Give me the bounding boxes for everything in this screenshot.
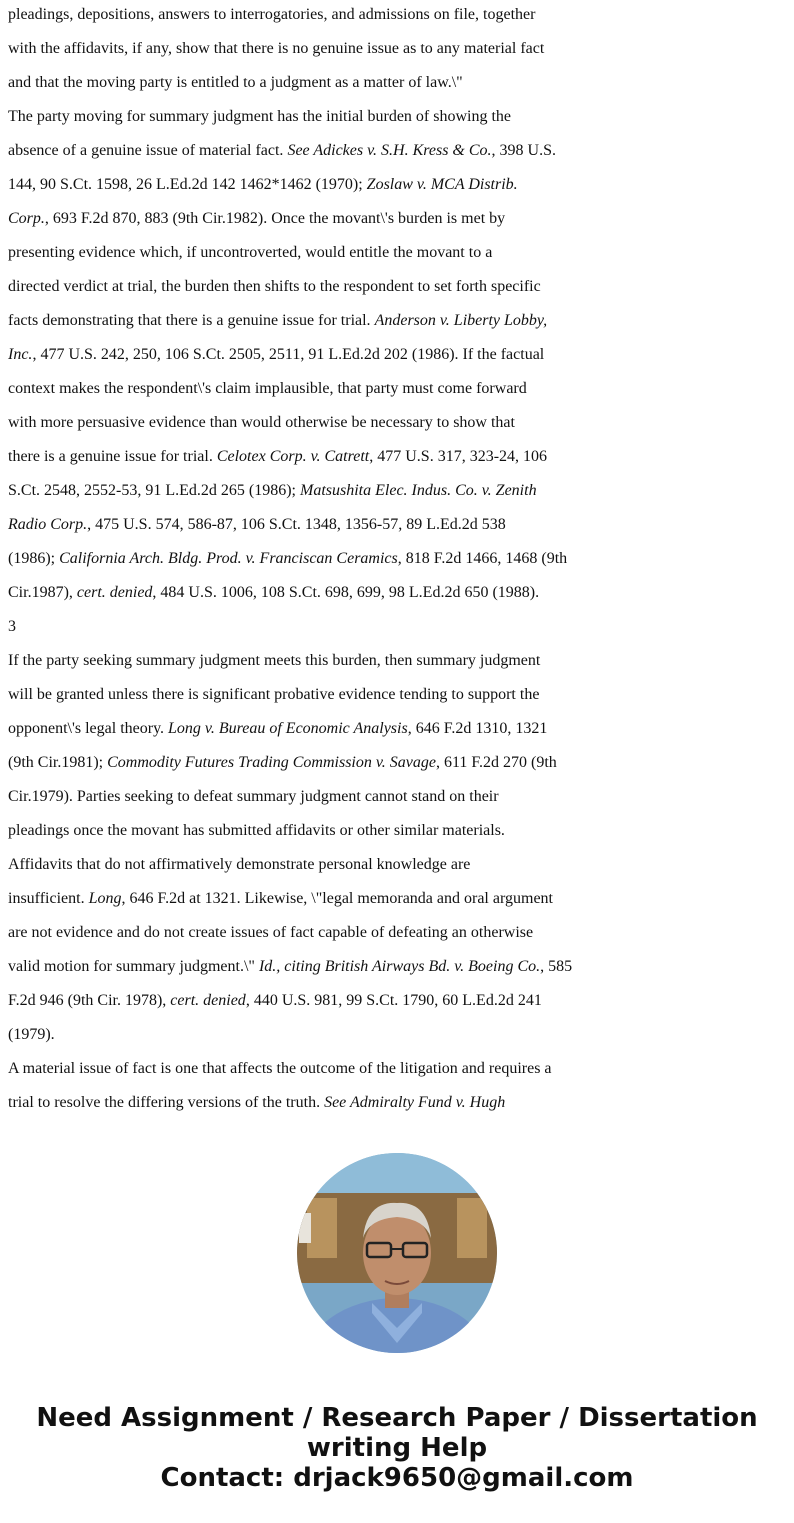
text-segment: pleadings, depositions, answers to interrogatories, and admissions on file, together [8, 6, 536, 23]
text-segment: with the affidavits, if any, show that there is no genuine issue as to any material fact [8, 40, 545, 57]
promo-line-1: Need Assignment / Research Paper / Dissertation [36, 1403, 758, 1433]
text-segment: (1979). [8, 1026, 55, 1043]
text-segment: , 477 U.S. 242, 250, 106 S.Ct. 2505, 2511, 91 L.Ed.2d 202 (1986). If the factual [32, 346, 545, 363]
case-citation: California Arch. Bldg. Prod. v. Franciscan Ceramics [59, 550, 398, 567]
text-line [8, 374, 788, 408]
text-segment: , 475 U.S. 574, 586-87, 106 S.Ct. 1348, 1356-57, 89 L.Ed.2d 538 [87, 516, 506, 533]
text-line [8, 748, 788, 782]
text-segment: with more persuasive evidence than would otherwise be necessary to show that [8, 414, 515, 431]
text-segment: , 646 F.2d at 1321. Likewise, \"legal memoranda and oral argument [121, 890, 553, 907]
text-segment: and that the moving party is entitled to a judgment as a matter of law.\" [8, 74, 463, 91]
case-citation: cert. denied [170, 992, 246, 1009]
text-line [8, 680, 788, 714]
text-segment: trial to resolve the differing versions of the truth. [8, 1094, 325, 1111]
text-line [8, 646, 788, 680]
case-citation: Long [88, 890, 122, 907]
text-line [8, 408, 788, 442]
text-line [8, 340, 788, 374]
text-segment: (1986); [8, 550, 60, 567]
text-line [8, 170, 788, 204]
document-body [8, 0, 788, 1122]
case-citation: Commodity Futures Trading Commission v. Savage [107, 754, 436, 771]
text-segment: Cir.1979). Parties seeking to defeat summary judgment cannot stand on their [8, 788, 499, 805]
text-line [8, 1088, 788, 1122]
text-segment: (9th Cir.1981); [8, 754, 108, 771]
case-citation: cert. denied [76, 584, 153, 601]
text-segment: absence of a genuine issue of material fact. [8, 142, 288, 159]
promo-footer [0, 1403, 794, 1493]
text-line [8, 272, 788, 306]
text-segment: Affidavits that do not affirmatively demonstrate personal knowledge are [8, 856, 471, 873]
text-segment: , 398 U.S. [491, 142, 556, 159]
text-segment: 144, 90 S.Ct. 1598, 26 L.Ed.2d 142 1462*1462 (1970); [8, 176, 367, 193]
text-segment: Cir.1987), [8, 584, 77, 601]
text-segment: presenting evidence which, if uncontroverted, would entitle the movant to a [8, 244, 493, 261]
text-segment: are not evidence and do not create issues of fact capable of defeating an otherwise [8, 924, 534, 941]
text-segment: directed verdict at trial, the burden then shifts to the respondent to set forth specific [8, 278, 541, 295]
text-line [8, 578, 788, 612]
text-segment: , 440 U.S. 981, 99 S.Ct. 1790, 60 L.Ed.2d 241 [245, 992, 542, 1009]
text-line [8, 612, 788, 646]
text-segment: , 646 F.2d 1310, 1321 [407, 720, 548, 737]
text-line [8, 884, 788, 918]
text-line [8, 306, 788, 340]
text-line [8, 986, 788, 1020]
case-citation: Radio Corp. [8, 516, 88, 533]
case-citation: Anderson v. Liberty Lobby, [374, 312, 548, 329]
text-segment: The party moving for summary judgment has the initial burden of showing the [8, 108, 512, 125]
text-line [8, 850, 788, 884]
case-citation: Id., citing British Airways Bd. v. Boeing Co. [258, 958, 541, 975]
text-segment: 3 [8, 618, 16, 635]
text-segment: context makes the respondent\'s claim implausible, that party must come forward [8, 380, 527, 397]
text-segment: opponent\'s legal theory. [8, 720, 169, 737]
case-citation: Matsushita Elec. Indus. Co. v. Zenith [300, 482, 537, 499]
text-line [8, 136, 788, 170]
case-citation: Corp. [8, 210, 45, 227]
text-line [8, 714, 788, 748]
promo-line-2: writing Help [306, 1433, 488, 1463]
text-line [8, 442, 788, 476]
text-line [8, 34, 788, 68]
text-segment: If the party seeking summary judgment meets this burden, then summary judgment [8, 652, 541, 669]
text-segment: insufficient. [8, 890, 89, 907]
text-segment: , 484 U.S. 1006, 108 S.Ct. 698, 699, 98 L.Ed.2d 650 (1988). [152, 584, 540, 601]
text-segment: , 611 F.2d 270 (9th [436, 754, 557, 771]
text-segment: , 585 [540, 958, 573, 975]
text-segment: , 477 U.S. 317, 323-24, 106 [369, 448, 548, 465]
text-line [8, 238, 788, 272]
text-segment: there is a genuine issue for trial. [8, 448, 217, 465]
text-segment: , 693 F.2d 870, 883 (9th Cir.1982). Once the movant\'s burden is met by [44, 210, 506, 227]
case-citation: See Adickes v. S.H. Kress & Co. [287, 142, 492, 159]
text-segment: valid motion for summary judgment.\" [8, 958, 259, 975]
text-segment: pleadings once the movant has submitted affidavits or other similar materials. [8, 822, 505, 839]
text-line [8, 1020, 788, 1054]
text-line [8, 918, 788, 952]
text-segment: S.Ct. 2548, 2552-53, 91 L.Ed.2d 265 (1986); [8, 482, 300, 499]
text-line [8, 510, 788, 544]
text-segment: will be granted unless there is significant probative evidence tending to support the [8, 686, 540, 703]
text-line [8, 0, 788, 34]
promo-contact-line: Contact: drjack9650@gmail.com [160, 1463, 634, 1493]
text-line [8, 544, 788, 578]
text-segment: facts demonstrating that there is a genuine issue for trial. [8, 312, 375, 329]
case-citation: Inc. [8, 346, 33, 363]
text-segment: F.2d 946 (9th Cir. 1978), [8, 992, 171, 1009]
case-citation: See Admiralty Fund v. Hugh [324, 1094, 506, 1111]
text-line [8, 204, 788, 238]
text-line [8, 782, 788, 816]
text-line [8, 68, 788, 102]
case-citation: Long v. Bureau of Economic Analysis [168, 720, 408, 737]
text-line [8, 1054, 788, 1088]
text-line [8, 102, 788, 136]
text-segment: , 818 F.2d 1466, 1468 (9th [397, 550, 568, 567]
author-photo [297, 1153, 497, 1353]
case-citation: Zoslaw v. MCA Distrib. [366, 176, 518, 193]
author-portrait-image [297, 1153, 497, 1353]
text-line [8, 952, 788, 986]
text-line [8, 816, 788, 850]
text-line [8, 476, 788, 510]
case-citation: Celotex Corp. v. Catrett [216, 448, 370, 465]
text-segment: A material issue of fact is one that affects the outcome of the litigation and requires a [8, 1060, 552, 1077]
